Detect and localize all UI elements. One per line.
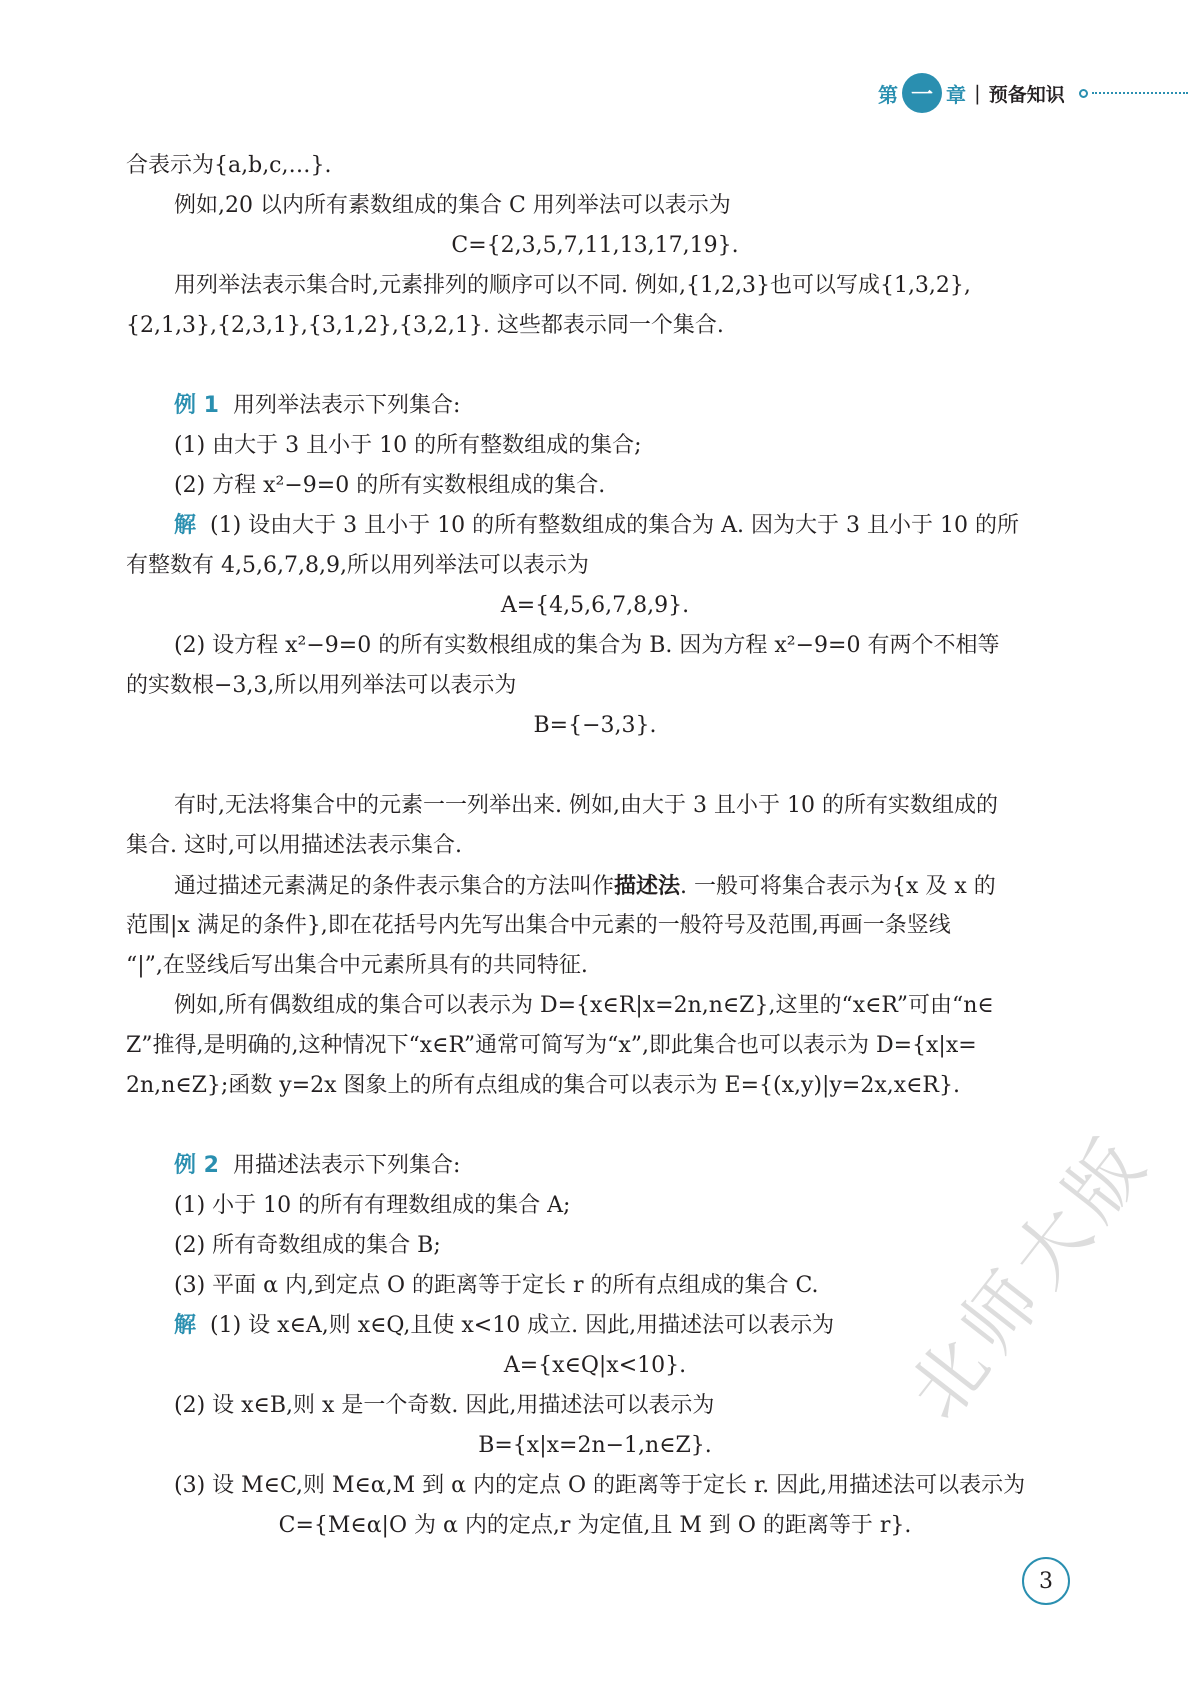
text-line: 有时,无法将集合中的元素一一列举出来. 例如,由大于 3 且小于 10 的所有实数组成的 bbox=[174, 793, 998, 818]
example-1-label: 例 1 bbox=[174, 393, 219, 418]
solution-2-line bbox=[174, 1312, 834, 1340]
text-line: 用列举法表示集合时,元素排列的顺序可以不同. 例如,{1,2,3}也可以写成{1,3,2}, bbox=[174, 273, 971, 298]
text-line: (3) 设 M∈C,则 M∈α,M 到 α 内的定点 O 的距离等于定长 r. 因此,用描述法可以表示为 bbox=[174, 1473, 1026, 1498]
header-dotted-rule bbox=[1092, 92, 1188, 94]
chapter-prefix: 第 bbox=[878, 82, 898, 107]
text-line: (3) 平面 α 内,到定点 O 的距离等于定长 r 的所有点组成的集合 C. bbox=[174, 1273, 819, 1298]
header-dot-icon bbox=[1079, 89, 1088, 98]
term-descriptive-method: 描述法 bbox=[614, 873, 681, 899]
definition-line bbox=[174, 872, 996, 901]
text-line: (2) 所有奇数组成的集合 B; bbox=[174, 1233, 441, 1258]
text-line: 范围|x 满足的条件},即在花括号内先写出集合中元素的一般符号及范围,再画一条竖线 bbox=[126, 913, 951, 938]
definition-text-cont: . 一般可将集合表示为{x 及 x 的 bbox=[680, 874, 996, 899]
text-line: 2n,n∈Z};函数 y=2x 图象上的所有点组成的集合可以表示为 E={(x,y)|y=2x,x∈R}. bbox=[126, 1073, 960, 1098]
example-2-prompt: 用描述法表示下列集合: bbox=[232, 1153, 461, 1178]
chapter-header bbox=[878, 68, 1188, 118]
example-2-heading bbox=[174, 1152, 460, 1180]
example-1-heading bbox=[174, 392, 460, 420]
example-2-label: 例 2 bbox=[174, 1153, 219, 1178]
text-line: (2) 设 x∈B,则 x 是一个奇数. 因此,用描述法可以表示为 bbox=[174, 1393, 715, 1418]
solution-label: 解 bbox=[174, 513, 197, 538]
page-number: 3 bbox=[1039, 1568, 1053, 1594]
text-line: 的实数根−3,3,所以用列举法可以表示为 bbox=[126, 673, 517, 698]
chapter-title: 预备知识 bbox=[988, 83, 1065, 106]
formula-line: C={2,3,5,7,11,13,17,19}. bbox=[451, 233, 739, 258]
formula-line: A={x∈Q|x<10}. bbox=[503, 1353, 687, 1378]
chapter-number: 一 bbox=[910, 82, 933, 108]
definition-text: 通过描述元素满足的条件表示集合的方法叫作 bbox=[174, 874, 615, 899]
text-line: 合表示为{a,b,c,…}. bbox=[126, 153, 332, 178]
example-1-prompt: 用列举法表示下列集合: bbox=[232, 393, 461, 418]
text-line: Z”推得,是明确的,这种情况下“x∈R”通常可简写为“x”,即此集合也可以表示为 D={x|x= bbox=[126, 1033, 977, 1058]
solution-text: (1) 设 x∈A,则 x∈Q,且使 x<10 成立. 因此,用描述法可以表示为 bbox=[210, 1313, 835, 1338]
text-line: 例如,所有偶数组成的集合可以表示为 D={x∈R|x=2n,n∈Z},这里的“x∈R”可由“n∈ bbox=[174, 993, 994, 1018]
header-separator: | bbox=[974, 81, 981, 105]
page-number-badge bbox=[1022, 1557, 1070, 1605]
text-line: (2) 方程 x²−9=0 的所有实数根组成的集合. bbox=[174, 473, 606, 498]
text-line: (2) 设方程 x²−9=0 的所有实数根组成的集合为 B. 因为方程 x²−9=0 有两个不相等 bbox=[174, 633, 1000, 658]
formula-line: A={4,5,6,7,8,9}. bbox=[500, 593, 690, 618]
publisher-watermark: 北师大版 bbox=[892, 1117, 1168, 1435]
formula-line: C={M∈α|O 为 α 内的定点,r 为定值,且 M 到 O 的距离等于 r}. bbox=[278, 1513, 912, 1538]
text-line: {2,1,3},{2,3,1},{3,1,2},{3,2,1}. 这些都表示同一个集合. bbox=[126, 313, 724, 338]
text-line: “|”,在竖线后写出集合中元素所具有的共同特征. bbox=[126, 953, 588, 978]
text-line: (1) 小于 10 的所有有理数组成的集合 A; bbox=[174, 1193, 571, 1218]
chapter-suffix: 章 bbox=[946, 82, 966, 107]
text-line: 例如,20 以内所有素数组成的集合 C 用列举法可以表示为 bbox=[174, 193, 731, 218]
solution-1-line bbox=[174, 512, 1019, 540]
solution-label: 解 bbox=[174, 1313, 197, 1338]
chapter-number-badge bbox=[902, 73, 942, 113]
formula-line: B={x|x=2n−1,n∈Z}. bbox=[478, 1433, 712, 1458]
text-line: 集合. 这时,可以用描述法表示集合. bbox=[126, 833, 462, 858]
formula-line: B={−3,3}. bbox=[533, 713, 657, 738]
text-line: 有整数有 4,5,6,7,8,9,所以用列举法可以表示为 bbox=[126, 553, 589, 578]
text-line: (1) 由大于 3 且小于 10 的所有整数组成的集合; bbox=[174, 433, 642, 458]
solution-text: (1) 设由大于 3 且小于 10 的所有整数组成的集合为 A. 因为大于 3 且小于 10 的所 bbox=[210, 513, 1019, 538]
